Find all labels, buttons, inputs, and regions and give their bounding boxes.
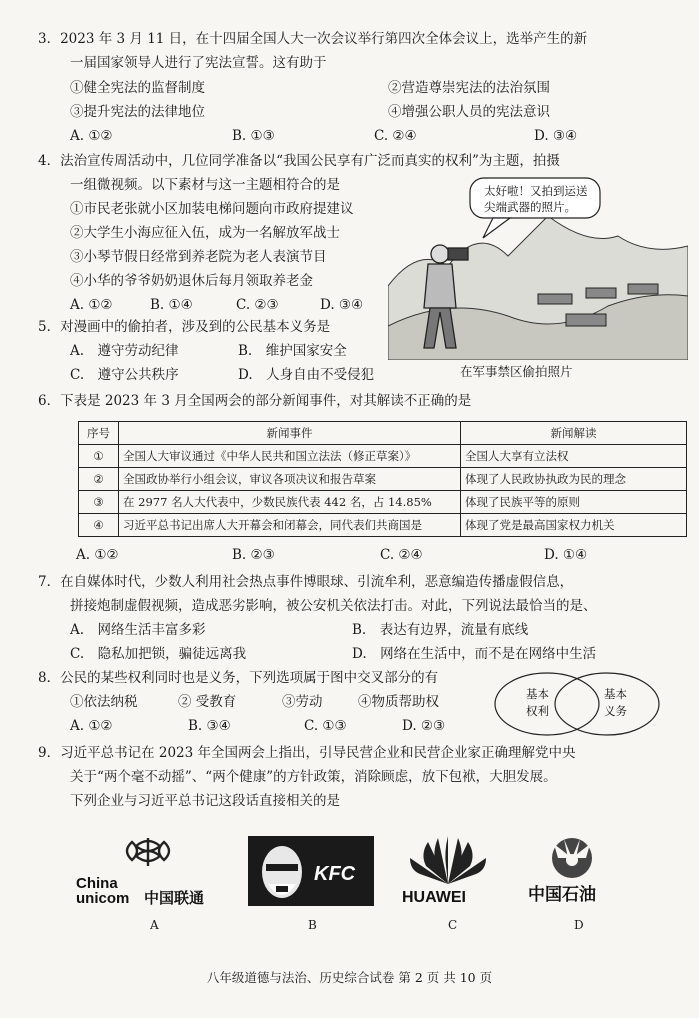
q8-option-d[interactable]: D. ②③ bbox=[402, 718, 446, 734]
q6-option-c[interactable]: C. ②④ bbox=[380, 547, 423, 563]
q5-stem: 5．对漫画中的偷拍者，涉及到的公民基本义务是 bbox=[38, 319, 331, 335]
q7-stem-line-2: 拼接炮制虚假视频，造成恶劣影响，被公安机关依法打击。对此，下列说法最恰当的是、 bbox=[70, 598, 597, 614]
header-event: 新闻事件 bbox=[119, 422, 461, 445]
logo-label-d: D bbox=[574, 918, 584, 932]
q5-option-c[interactable]: C. 遵守公共秩序 bbox=[70, 367, 179, 383]
table-row bbox=[79, 468, 687, 491]
petrochina-emblem-icon bbox=[552, 838, 592, 878]
cartoon-caption: 在军事禁区偷拍照片 bbox=[460, 364, 573, 379]
q4-option-a[interactable]: A. ①② bbox=[70, 297, 113, 313]
venn-right-label-1: 基本 bbox=[604, 687, 627, 701]
petrochina-text: 中国石油 bbox=[528, 885, 596, 905]
q6-option-d[interactable]: D. ①④ bbox=[544, 547, 588, 563]
q3-option-c[interactable]: C. ②④ bbox=[374, 128, 417, 144]
q3-option-d[interactable]: D. ③④ bbox=[534, 128, 578, 144]
venn-left-label-1: 基本 bbox=[526, 687, 549, 701]
q3-stem-line-1: 3．2023 年 3 月 11 日，在十四届全国人大一次会议举行第四次全体会议上，选举产生的新 bbox=[38, 31, 588, 47]
q3-statement-1: ①健全宪法的监督制度 bbox=[70, 80, 205, 96]
venn-left-label-2: 权利 bbox=[526, 704, 549, 718]
row-interpretation: 体现了民族平等的原则 bbox=[461, 491, 687, 514]
speech-line-1: 太好啦！又拍到运送 bbox=[484, 184, 588, 198]
row-event: 全国政协举行小组会议，审议各项决议和报告草案 bbox=[119, 468, 461, 491]
kfc-logo[interactable] bbox=[248, 836, 374, 906]
q8-statement-3: ③劳动 bbox=[282, 694, 323, 710]
q7-option-d[interactable]: D. 网络在生活中，而不是在网络中生活 bbox=[352, 646, 597, 662]
q9-stem-line-2: 关于“两个毫不动摇”、“两个健康”的方针政策，消除顾虑，放下包袱，大胆发展。 bbox=[70, 769, 557, 785]
row-index: ① bbox=[79, 445, 119, 468]
row-index: ④ bbox=[79, 514, 119, 537]
header-interpretation: 新闻解读 bbox=[461, 422, 687, 445]
logo-label-c: C bbox=[448, 918, 458, 932]
q7-option-b[interactable]: B. 表达有边界，流量有底线 bbox=[352, 622, 529, 638]
table-row bbox=[79, 445, 687, 468]
q9-stem-line-3: 下列企业与习近平总书记这段话直接相关的是 bbox=[70, 793, 340, 809]
unicom-unicom-text: unicom bbox=[76, 890, 130, 906]
colonel-face-icon bbox=[262, 846, 302, 898]
photographer-cartoon bbox=[388, 176, 688, 360]
q3-option-b[interactable]: B. ①③ bbox=[232, 128, 275, 144]
q4-option-b[interactable]: B. ①④ bbox=[150, 297, 193, 313]
table-row bbox=[79, 514, 687, 537]
unicom-chinese-text: 中国联通 bbox=[144, 889, 205, 906]
q8-option-a[interactable]: A. ①② bbox=[70, 718, 113, 734]
row-event: 在 2977 名人大代表中，少数民族代表 442 名，占 14.85% bbox=[119, 491, 461, 514]
q8-statement-1: ①依法纳税 bbox=[70, 694, 138, 710]
venn-diagram bbox=[492, 670, 662, 738]
q4-statement-2: ②大学生小海应征入伍，成为一名解放军战士 bbox=[70, 225, 340, 241]
header-index: 序号 bbox=[79, 422, 119, 445]
q5-option-b[interactable]: B. 维护国家安全 bbox=[238, 343, 347, 359]
huawei-flower-icon bbox=[410, 836, 486, 884]
q3-statement-3: ③提升宪法的法律地位 bbox=[70, 104, 205, 120]
page-footer: 八年级道德与法治、历史综合试卷 第 2 页 共 10 页 bbox=[206, 970, 493, 985]
row-interpretation: 全国人大享有立法权 bbox=[461, 445, 687, 468]
q3-statement-4: ④增强公职人员的宪法意识 bbox=[388, 104, 550, 120]
unicom-knot-icon bbox=[127, 838, 169, 866]
logo-label-a: A bbox=[150, 918, 159, 932]
q5-option-a[interactable]: A. 遵守劳动纪律 bbox=[70, 343, 179, 359]
speech-line-2: 尖端武器的照片。 bbox=[484, 200, 576, 214]
table-header-row bbox=[79, 422, 687, 445]
q3-stem-line-2: 一届国家领导人进行了宪法宣誓。这有助于 bbox=[70, 55, 327, 71]
table-row bbox=[79, 491, 687, 514]
venn-right-label-2: 义务 bbox=[604, 704, 627, 718]
unicom-china-text: China bbox=[76, 875, 118, 892]
q4-option-d[interactable]: D. ③④ bbox=[320, 297, 364, 313]
q4-statement-1: ①市民老张就小区加装电梯问题向市政府提建议 bbox=[70, 201, 354, 217]
q4-stem-line-1: 4．法治宣传周活动中，几位同学准备以“我国公民享有广泛而真实的权利”为主题，拍摄 bbox=[38, 153, 560, 169]
petrochina-logo[interactable] bbox=[522, 836, 622, 906]
q8-stem: 8．公民的某些权利同时也是义务，下列选项属于图中交叉部分的有 bbox=[38, 670, 439, 686]
huawei-logo[interactable] bbox=[398, 836, 498, 906]
huawei-text: HUAWEI bbox=[402, 889, 466, 906]
q5-option-d[interactable]: D. 人身自由不受侵犯 bbox=[238, 367, 375, 383]
q8-option-b[interactable]: B. ③④ bbox=[188, 718, 231, 734]
row-index: ② bbox=[79, 468, 119, 491]
q4-stem-line-2: 一组微视频。以下素材与这一主题相符合的是 bbox=[70, 177, 340, 193]
q7-stem-line-1: 7．在自媒体时代，少数人利用社会热点事件博眼球、引流牟利，恶意编造传播虚假信息， bbox=[38, 574, 574, 590]
q8-statement-4: ④物质帮助权 bbox=[358, 694, 439, 710]
kfc-text: KFC bbox=[314, 863, 356, 885]
q7-option-a[interactable]: A. 网络生活丰富多彩 bbox=[70, 622, 206, 638]
q8-statement-2: ② 受教育 bbox=[178, 694, 237, 710]
q6-option-b[interactable]: B. ②③ bbox=[232, 547, 275, 563]
news-table bbox=[78, 421, 687, 537]
q4-option-c[interactable]: C. ②③ bbox=[236, 297, 279, 313]
q3-option-a[interactable]: A. ①② bbox=[70, 128, 113, 144]
q7-option-c[interactable]: C. 隐私加把锁，骗徒远离我 bbox=[70, 646, 247, 662]
china-unicom-logo[interactable] bbox=[74, 836, 224, 906]
q8-option-c[interactable]: C. ①③ bbox=[304, 718, 347, 734]
q4-statement-3: ③小琴节假日经常到养老院为老人表演节目 bbox=[70, 249, 327, 265]
q6-stem: 6．下表是 2023 年 3 月全国两会的部分新闻事件，对其解读不正确的是 bbox=[38, 393, 472, 409]
row-index: ③ bbox=[79, 491, 119, 514]
logo-label-b: B bbox=[308, 918, 317, 932]
row-event: 习近平总书记出席人大开幕会和闭幕会，同代表们共商国是 bbox=[119, 514, 461, 537]
row-event: 全国人大审议通过《中华人民共和国立法法（修正草案）》 bbox=[119, 445, 461, 468]
q6-option-a[interactable]: A. ①② bbox=[76, 547, 119, 563]
q3-statement-2: ②营造尊崇宪法的法治氛围 bbox=[388, 80, 550, 96]
q9-stem-line-1: 9．习近平总书记在 2023 年全国两会上指出，引导民营企业和民营企业家正确理解党中央 bbox=[38, 745, 576, 761]
q4-statement-4: ④小华的爷爷奶奶退休后每月领取养老金 bbox=[70, 273, 313, 289]
row-interpretation: 体现了党是最高国家权力机关 bbox=[461, 514, 687, 537]
row-interpretation: 体现了人民政协执政为民的理念 bbox=[461, 468, 687, 491]
